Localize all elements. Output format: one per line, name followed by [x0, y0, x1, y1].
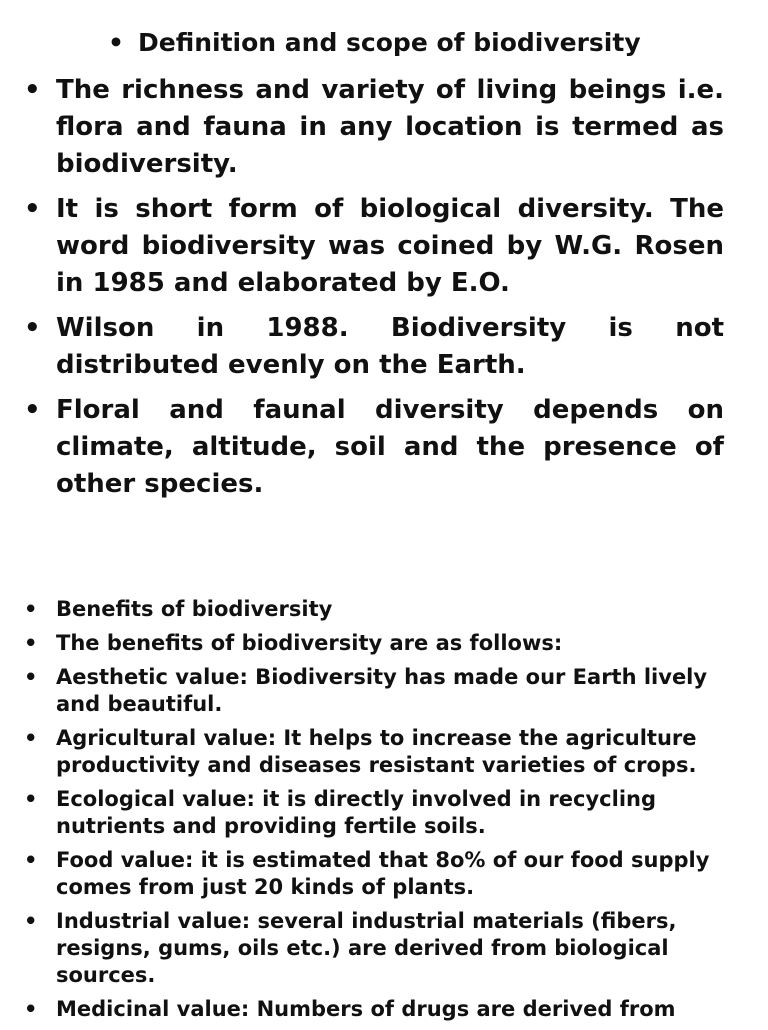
list-item	[24, 596, 714, 623]
list-item-text: It is short form of biological diversity. The word biodiversity was coined by W.G. Rosen in 1985 and elaborated by E.O.	[56, 194, 724, 298]
list-item-text: Wilson in 1988. Biodiversity is not distributed evenly on the Earth.	[56, 313, 724, 380]
benefits-bullet-list	[24, 596, 714, 1030]
list-item-text: Floral and faunal diversity depends on climate, altitude, soil and the presence of other species.	[56, 395, 724, 499]
bullet-icon: •	[24, 75, 41, 105]
slide-title-text: Definition and scope of biodiversity	[137, 28, 641, 57]
list-item	[24, 908, 714, 989]
list-item	[24, 392, 724, 503]
list-item-text: The richness and variety of living beings i.e. flora and fauna in any location is termed as biodiversity.	[56, 75, 724, 179]
list-item-text: Benefits of biodiversity	[56, 597, 333, 621]
list-item	[24, 996, 714, 1023]
slide-benefits	[0, 560, 768, 1024]
list-item	[24, 191, 724, 302]
bullet-icon: •	[24, 313, 41, 343]
bullet-icon: •	[24, 395, 41, 425]
bullet-icon: •	[24, 597, 38, 621]
bullet-icon: •	[24, 194, 41, 224]
list-item-text: Ecological value: it is directly involved in recycling nutrients and providing fertile soils.	[56, 787, 656, 838]
slide-title	[108, 28, 641, 57]
list-item	[24, 310, 724, 384]
bullet-icon: •	[24, 848, 38, 872]
list-item-text: Agricultural value: It helps to increase the agriculture productivity and diseases resistant varieties of crops.	[56, 726, 697, 777]
bullet-icon: •	[24, 726, 38, 750]
bullet-icon: •	[108, 28, 124, 57]
list-item-text: Medicinal value: Numbers of drugs are derived from	[56, 997, 676, 1021]
bullet-icon: •	[24, 631, 38, 655]
list-item	[24, 630, 714, 657]
bullet-icon: •	[24, 665, 38, 689]
list-item	[24, 786, 714, 840]
list-item-text: Industrial value: several industrial materials (fibers, resigns, gums, oils etc.) are derived from biological sources.	[56, 909, 677, 987]
bullet-icon: •	[24, 997, 38, 1021]
bullet-icon: •	[24, 787, 38, 811]
list-item	[24, 847, 714, 901]
list-item-text: Aesthetic value: Biodiversity has made our Earth lively and beautiful.	[56, 665, 708, 716]
list-item-text: The benefits of biodiversity are as follows:	[56, 631, 563, 655]
list-item-text: Food value: it is estimated that 8o% of our food supply comes from just 20 kinds of plants.	[56, 848, 710, 899]
bullet-icon: •	[24, 909, 38, 933]
list-item	[24, 725, 714, 779]
list-item	[24, 664, 714, 718]
definition-bullet-list	[24, 72, 724, 511]
list-item	[24, 72, 724, 183]
